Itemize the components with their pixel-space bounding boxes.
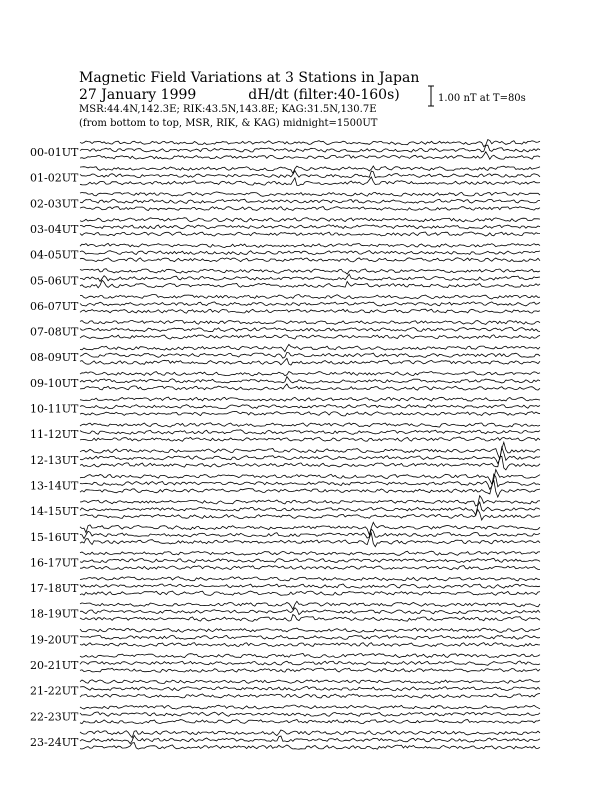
trace-rik bbox=[80, 171, 540, 178]
hour-label: 20-21UT bbox=[30, 659, 79, 672]
trace-kag bbox=[80, 280, 540, 288]
trace-kag bbox=[80, 668, 540, 672]
trace-msr bbox=[80, 680, 540, 684]
hour-label: 07-08UT bbox=[30, 325, 79, 339]
trace-rik bbox=[80, 635, 540, 639]
trace-kag bbox=[80, 720, 540, 724]
hour-label: 06-07UT bbox=[30, 299, 79, 313]
order-note: (from bottom to top, MSR, RIK, & KAG) midnight=1500UT bbox=[79, 118, 378, 129]
hour-label: 22-23UT bbox=[30, 710, 79, 724]
trace-msr bbox=[80, 269, 540, 274]
hour-label: 21-22UT bbox=[30, 684, 79, 698]
hour-label: 23-24UT bbox=[30, 735, 79, 749]
trace-kag bbox=[80, 743, 540, 750]
trace-rik bbox=[80, 661, 540, 665]
hour-label: 01-02UT bbox=[30, 171, 79, 185]
trace-msr bbox=[80, 522, 540, 534]
trace-rik bbox=[80, 251, 540, 255]
trace-msr bbox=[80, 397, 540, 401]
trace-rik bbox=[80, 199, 540, 203]
trace-msr bbox=[80, 442, 540, 459]
date-label: 27 January 1999 bbox=[79, 87, 197, 103]
hour-label: 08-09UT bbox=[30, 351, 79, 365]
trace-rik bbox=[80, 225, 540, 229]
trace-kag bbox=[80, 591, 540, 595]
trace-kag bbox=[80, 358, 540, 365]
trace-msr bbox=[80, 730, 540, 738]
trace-rik bbox=[80, 352, 540, 358]
trace-kag bbox=[80, 643, 540, 647]
trace-rik bbox=[80, 474, 540, 489]
chart-title: Magnetic Field Variations at 3 Stations in Japan bbox=[79, 70, 420, 86]
trace-msr bbox=[80, 423, 540, 427]
stations-label: MSR:44.4N,142.3E; RIK:43.5N,143.8E; KAG:31.5N,130.7E bbox=[79, 104, 377, 115]
hour-label: 11-12UT bbox=[30, 428, 79, 442]
hour-label: 02-03UT bbox=[30, 197, 79, 211]
trace-kag bbox=[80, 152, 540, 159]
trace-rik bbox=[80, 608, 540, 615]
measure-label: dH/dt (filter:40-160s) bbox=[248, 87, 400, 103]
hour-label: 03-04UT bbox=[30, 222, 79, 236]
trace-msr bbox=[80, 295, 540, 299]
trace-kag bbox=[80, 615, 540, 622]
trace-rik bbox=[80, 529, 540, 539]
trace-rik bbox=[80, 377, 540, 383]
trace-msr bbox=[80, 705, 540, 709]
trace-msr bbox=[80, 192, 540, 196]
trace-kag bbox=[80, 258, 540, 262]
trace-rik bbox=[80, 430, 540, 435]
trace-rik bbox=[80, 558, 540, 562]
hour-label: 00-01UT bbox=[30, 146, 79, 159]
trace-rik bbox=[80, 736, 540, 744]
trace-rik bbox=[80, 302, 540, 306]
trace-rik bbox=[80, 145, 540, 152]
hour-label: 18-19UT bbox=[30, 607, 79, 621]
hour-label: 13-14UT bbox=[30, 479, 79, 493]
scale-label: 1.00 nT at T=80s bbox=[438, 93, 526, 104]
trace-msr bbox=[80, 140, 540, 147]
trace-kag bbox=[80, 177, 540, 185]
trace-msr bbox=[80, 654, 540, 658]
trace-msr bbox=[80, 601, 540, 609]
trace-msr bbox=[80, 551, 540, 555]
trace-msr bbox=[80, 218, 540, 222]
trace-kag bbox=[80, 335, 540, 339]
hour-label: 14-15UT bbox=[30, 505, 79, 519]
trace-kag bbox=[80, 566, 540, 570]
trace-kag bbox=[80, 694, 540, 698]
hour-label: 16-17UT bbox=[30, 556, 79, 570]
trace-msr bbox=[80, 577, 540, 581]
trace-msr bbox=[80, 243, 540, 247]
trace-msr bbox=[80, 166, 540, 173]
trace-rik bbox=[80, 404, 540, 408]
trace-rik bbox=[80, 447, 540, 463]
hour-label: 15-16UT bbox=[30, 530, 79, 544]
trace-kag bbox=[80, 384, 540, 390]
trace-msr bbox=[80, 320, 540, 324]
trace-kag bbox=[80, 509, 540, 520]
trace-rik bbox=[80, 328, 540, 332]
trace-kag bbox=[80, 232, 540, 236]
hour-label: 12-13UT bbox=[30, 453, 79, 467]
trace-kag bbox=[80, 207, 540, 211]
trace-msr bbox=[80, 372, 540, 376]
trace-rik bbox=[80, 686, 540, 690]
hour-label: 19-20UT bbox=[30, 633, 79, 647]
trace-kag bbox=[80, 411, 540, 416]
trace-rik bbox=[80, 502, 540, 515]
trace-rik bbox=[80, 712, 540, 716]
hour-label: 04-05UT bbox=[30, 248, 79, 262]
trace-msr bbox=[80, 628, 540, 632]
trace-kag bbox=[80, 437, 540, 441]
hour-label: 09-10UT bbox=[30, 376, 79, 390]
trace-rik bbox=[80, 584, 540, 588]
hour-label: 05-06UT bbox=[30, 274, 79, 288]
trace-msr bbox=[80, 496, 540, 506]
trace-kag bbox=[80, 480, 540, 497]
trace-msr bbox=[80, 344, 540, 351]
trace-msr bbox=[80, 470, 540, 485]
trace-rik bbox=[80, 274, 540, 281]
trace-kag bbox=[80, 309, 540, 313]
hour-label: 17-18UT bbox=[30, 582, 79, 596]
hour-label: 10-11UT bbox=[30, 402, 79, 416]
